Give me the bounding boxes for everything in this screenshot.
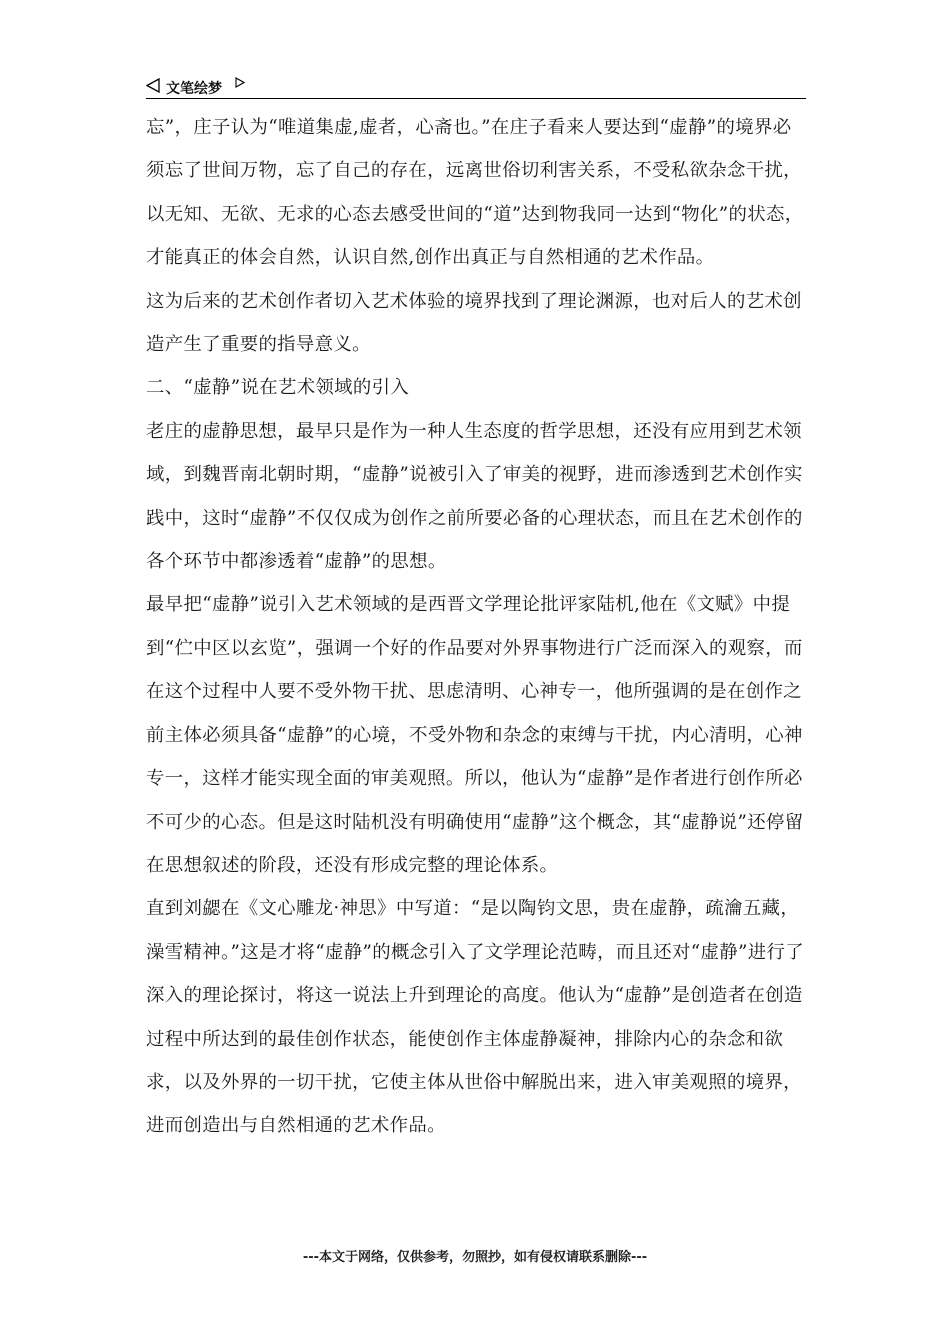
- section-heading: 二、“虚静”说在艺术领域的引入: [146, 377, 410, 399]
- paragraph: 最早把“虚静”说引入艺术领域的是西晋文学理论批评家陆机,他在《文赋》中提到“伫中区以玄览”，强调一个好的作品要对外界事物进行广泛而深入的观察，而在这个过程中人要不受外物干扰、思虑清明、心神专一，他所强调的是在创作之前主体必须具备“虚静”的心境，不受外物和杂念的束缚与干扰，内心清明，心神专一，这样才能实现全面的审美观照。所以，他认为“虚静”是作者进行创作所必不可少的心态。但是这时陆机没有明确使用“虚静”这个概念，其“虚静说”还停留在思想叙述的阶段，还没有形成完整的理论体系。: [146, 594, 804, 876]
- paragraph: 老庄的虚静思想，最早只是作为一种人生态度的哲学思想，还没有应用到艺术领域，到魏晋南北朝时期，“虚静”说被引入了审美的视野，进而渗透到艺术创作实践中，这时“虚静”不仅仅成为创作之前所要必备的心理状态，而且在艺术创作的各个环节中都渗透着“虚静”的思想。: [146, 420, 803, 573]
- footer-notice: ---本文于网络，仅供参考，勿照抄，如有侵权请联系删除---: [302, 1250, 648, 1265]
- paragraph: 直到刘勰在《文心雕龙·神思》中写道：“是以陶钧文思，贵在虚静，疏瀹五藏，澡雪精神。”这是才将“虚静”的概念引入了文学理论范畴，而且还对“虚静”进行了深入的理论探讨，将这一说法上升到理论的高度。他认为“虚静”是创造者在创造过程中所达到的最佳创作状态，能使创作主体虚静凝神，排除内心的杂念和欲求，以及外界的一切干扰，它使主体从世俗中解脱出来，进入审美观照的境界，进而创造出与自然相通的艺术作品。: [146, 898, 805, 1137]
- paragraph: 这为后来的艺术创作者切入艺术体验的境界找到了理论渊源，也对后人的艺术创造产生了重要的指导意义。: [146, 290, 802, 356]
- page-header: [146, 74, 806, 99]
- paragraph: 忘”，庄子认为“唯道集虚,虚者，心斋也。”在庄子看来人要达到“虚静”的境界必须忘了世间万物，忘了自己的存在，远离世俗切利害关系，不受私欲杂念干扰，以无知、无欲、无求的心态去感受世间的“道”达到物我同一达到“物化”的状态，才能真正的体会自然，认识自然,创作出真正与自然相通的艺术作品。: [146, 117, 804, 269]
- left-triangle-icon: [146, 78, 160, 97]
- article-body: [146, 106, 808, 1148]
- header-title: 文笔绘梦: [166, 81, 222, 97]
- right-triangle-icon: [235, 77, 245, 91]
